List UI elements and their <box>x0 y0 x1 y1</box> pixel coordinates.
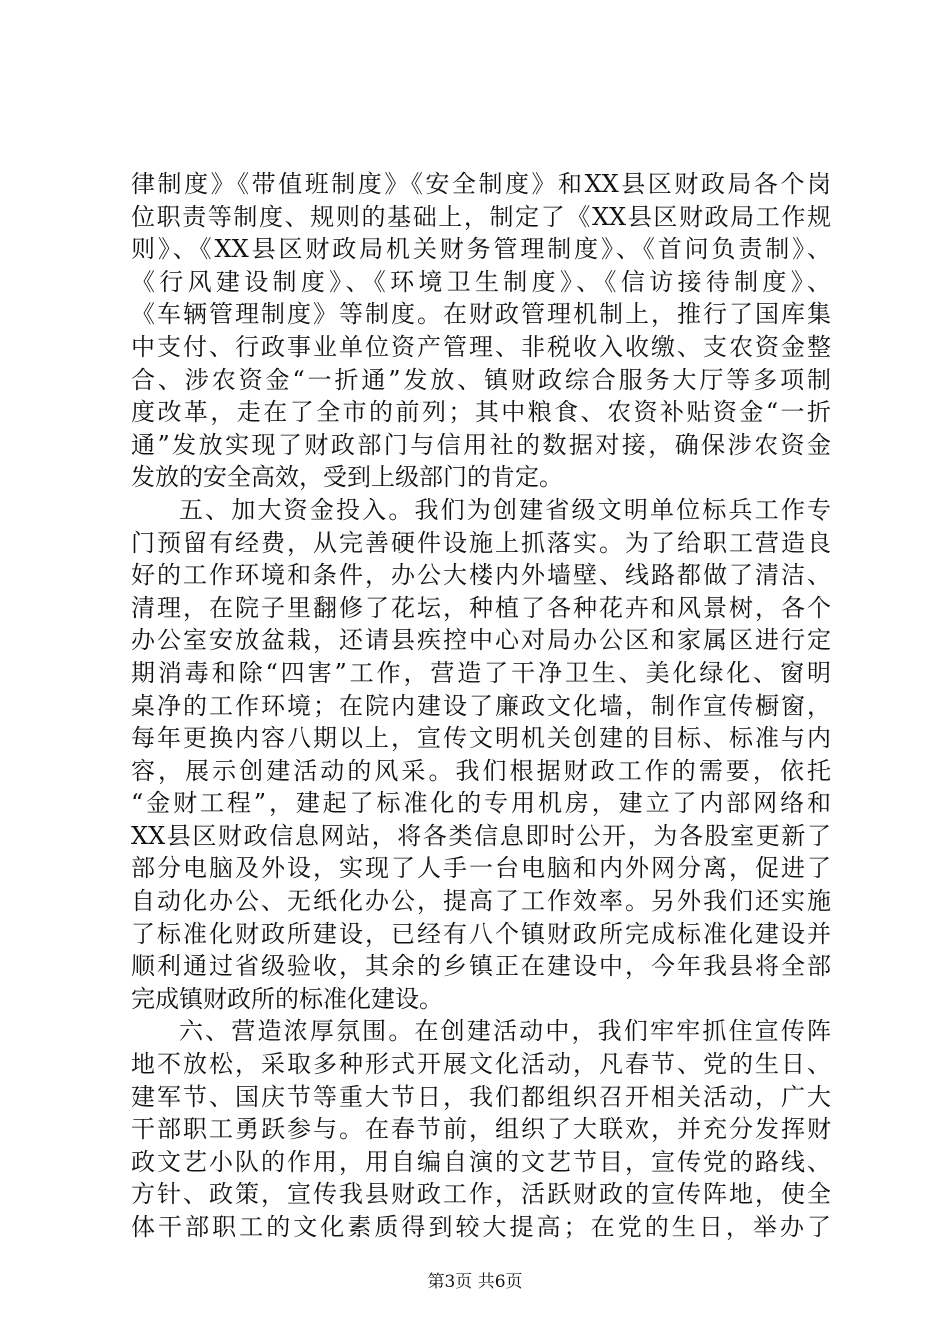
page-number-footer: 第3页 共6页 <box>427 1272 523 1292</box>
text-line: 律制度》《带值班制度》《安全制度》和XX县区财政局各个岗 <box>131 170 831 198</box>
text-line: 部分电脑及外设，实现了人手一台电脑和内外网分离，促进了 <box>131 854 831 883</box>
text-line: 建军节、国庆节等重大节日，我们都组织召开相关活动，广大 <box>131 1082 831 1111</box>
text-line: 政文艺小队的作用，用自编自演的文艺节目，宣传党的路线、 <box>131 1147 831 1176</box>
text-line: 顺利通过省级验收，其余的乡镇正在建设中，今年我县将全部 <box>131 952 831 981</box>
text-line: 体干部职工的文化素质得到较大提高；在党的生日，举办了 <box>131 1213 831 1241</box>
text-line: 位职责等制度、规则的基础上，制定了《XX县区财政局工作规 <box>131 202 831 231</box>
text-line: 度改革，走在了全市的前列；其中粮食、农资补贴资金“一折 <box>131 398 831 427</box>
text-line: 则》、《XX县区财政局机关财务管理制度》、《首问负责制》、 <box>131 235 831 264</box>
text-line: 好的工作环境和条件，办公大楼内外墙壁、线路都做了清洁、 <box>131 561 831 590</box>
text-line: 门预留有经费，从完善硬件设施上抓落实。为了给职工营造良 <box>131 528 831 557</box>
text-line: 桌净的工作环境；在院内建设了廉政文化墙，制作宣传橱窗， <box>131 691 831 720</box>
text-line: 中支付、行政事业单位资产管理、非税收入收缴、支农资金整 <box>131 332 831 361</box>
text-line: 每年更换内容八期以上，宣传文明机关创建的目标、标准与内 <box>131 724 831 753</box>
text-line: 了标准化财政所建设，已经有八个镇财政所完成标准化建设并 <box>131 919 831 948</box>
document-body <box>131 168 831 1244</box>
text-line: 《车辆管理制度》等制度。在财政管理机制上，推行了国库集 <box>131 300 831 329</box>
text-line: 容，展示创建活动的风采。我们根据财政工作的需要，依托 <box>131 756 831 785</box>
text-line: 合、涉农资金“一折通”发放、镇财政综合服务大厅等多项制 <box>131 365 831 394</box>
text-line: 通”发放实现了财政部门与信用社的数据对接，确保涉农资金 <box>131 430 831 459</box>
text-line: 六、营造浓厚氛围。在创建活动中，我们牢牢抓住宣传阵 <box>179 1017 831 1046</box>
text-line: 五、加大资金投入。我们为创建省级文明单位标兵工作专 <box>179 495 831 524</box>
text-line: 发放的安全高效，受到上级部门的肯定。 <box>131 463 563 492</box>
text-line: 完成镇财政所的标准化建设。 <box>131 984 443 1013</box>
text-line: 清理，在院子里翻修了花坛，种植了各种花卉和风景树，各个 <box>131 593 831 622</box>
text-line: 方针、政策，宣传我县财政工作，活跃财政的宣传阵地，使全 <box>131 1180 831 1209</box>
text-line: 《行风建设制度》、《环境卫生制度》、《信访接待制度》、 <box>131 267 831 296</box>
text-line: 期消毒和除“四害”工作，营造了干净卫生、美化绿化、窗明 <box>131 658 831 687</box>
text-line: 办公室安放盆栽，还请县疾控中心对局办公区和家属区进行定 <box>131 626 831 655</box>
text-line: 地不放松，采取多种形式开展文化活动，凡春节、党的生日、 <box>131 1050 831 1079</box>
text-line: XX县区财政信息网站，将各类信息即时公开，为各股室更新了 <box>131 821 831 850</box>
text-line: 干部职工勇跃参与。在春节前，组织了大联欢，并充分发挥财 <box>131 1115 831 1144</box>
text-line: 自动化办公、无纸化办公，提高了工作效率。另外我们还实施 <box>131 887 831 916</box>
text-line: “金财工程”，建起了标准化的专用机房，建立了内部网络和 <box>131 789 831 818</box>
